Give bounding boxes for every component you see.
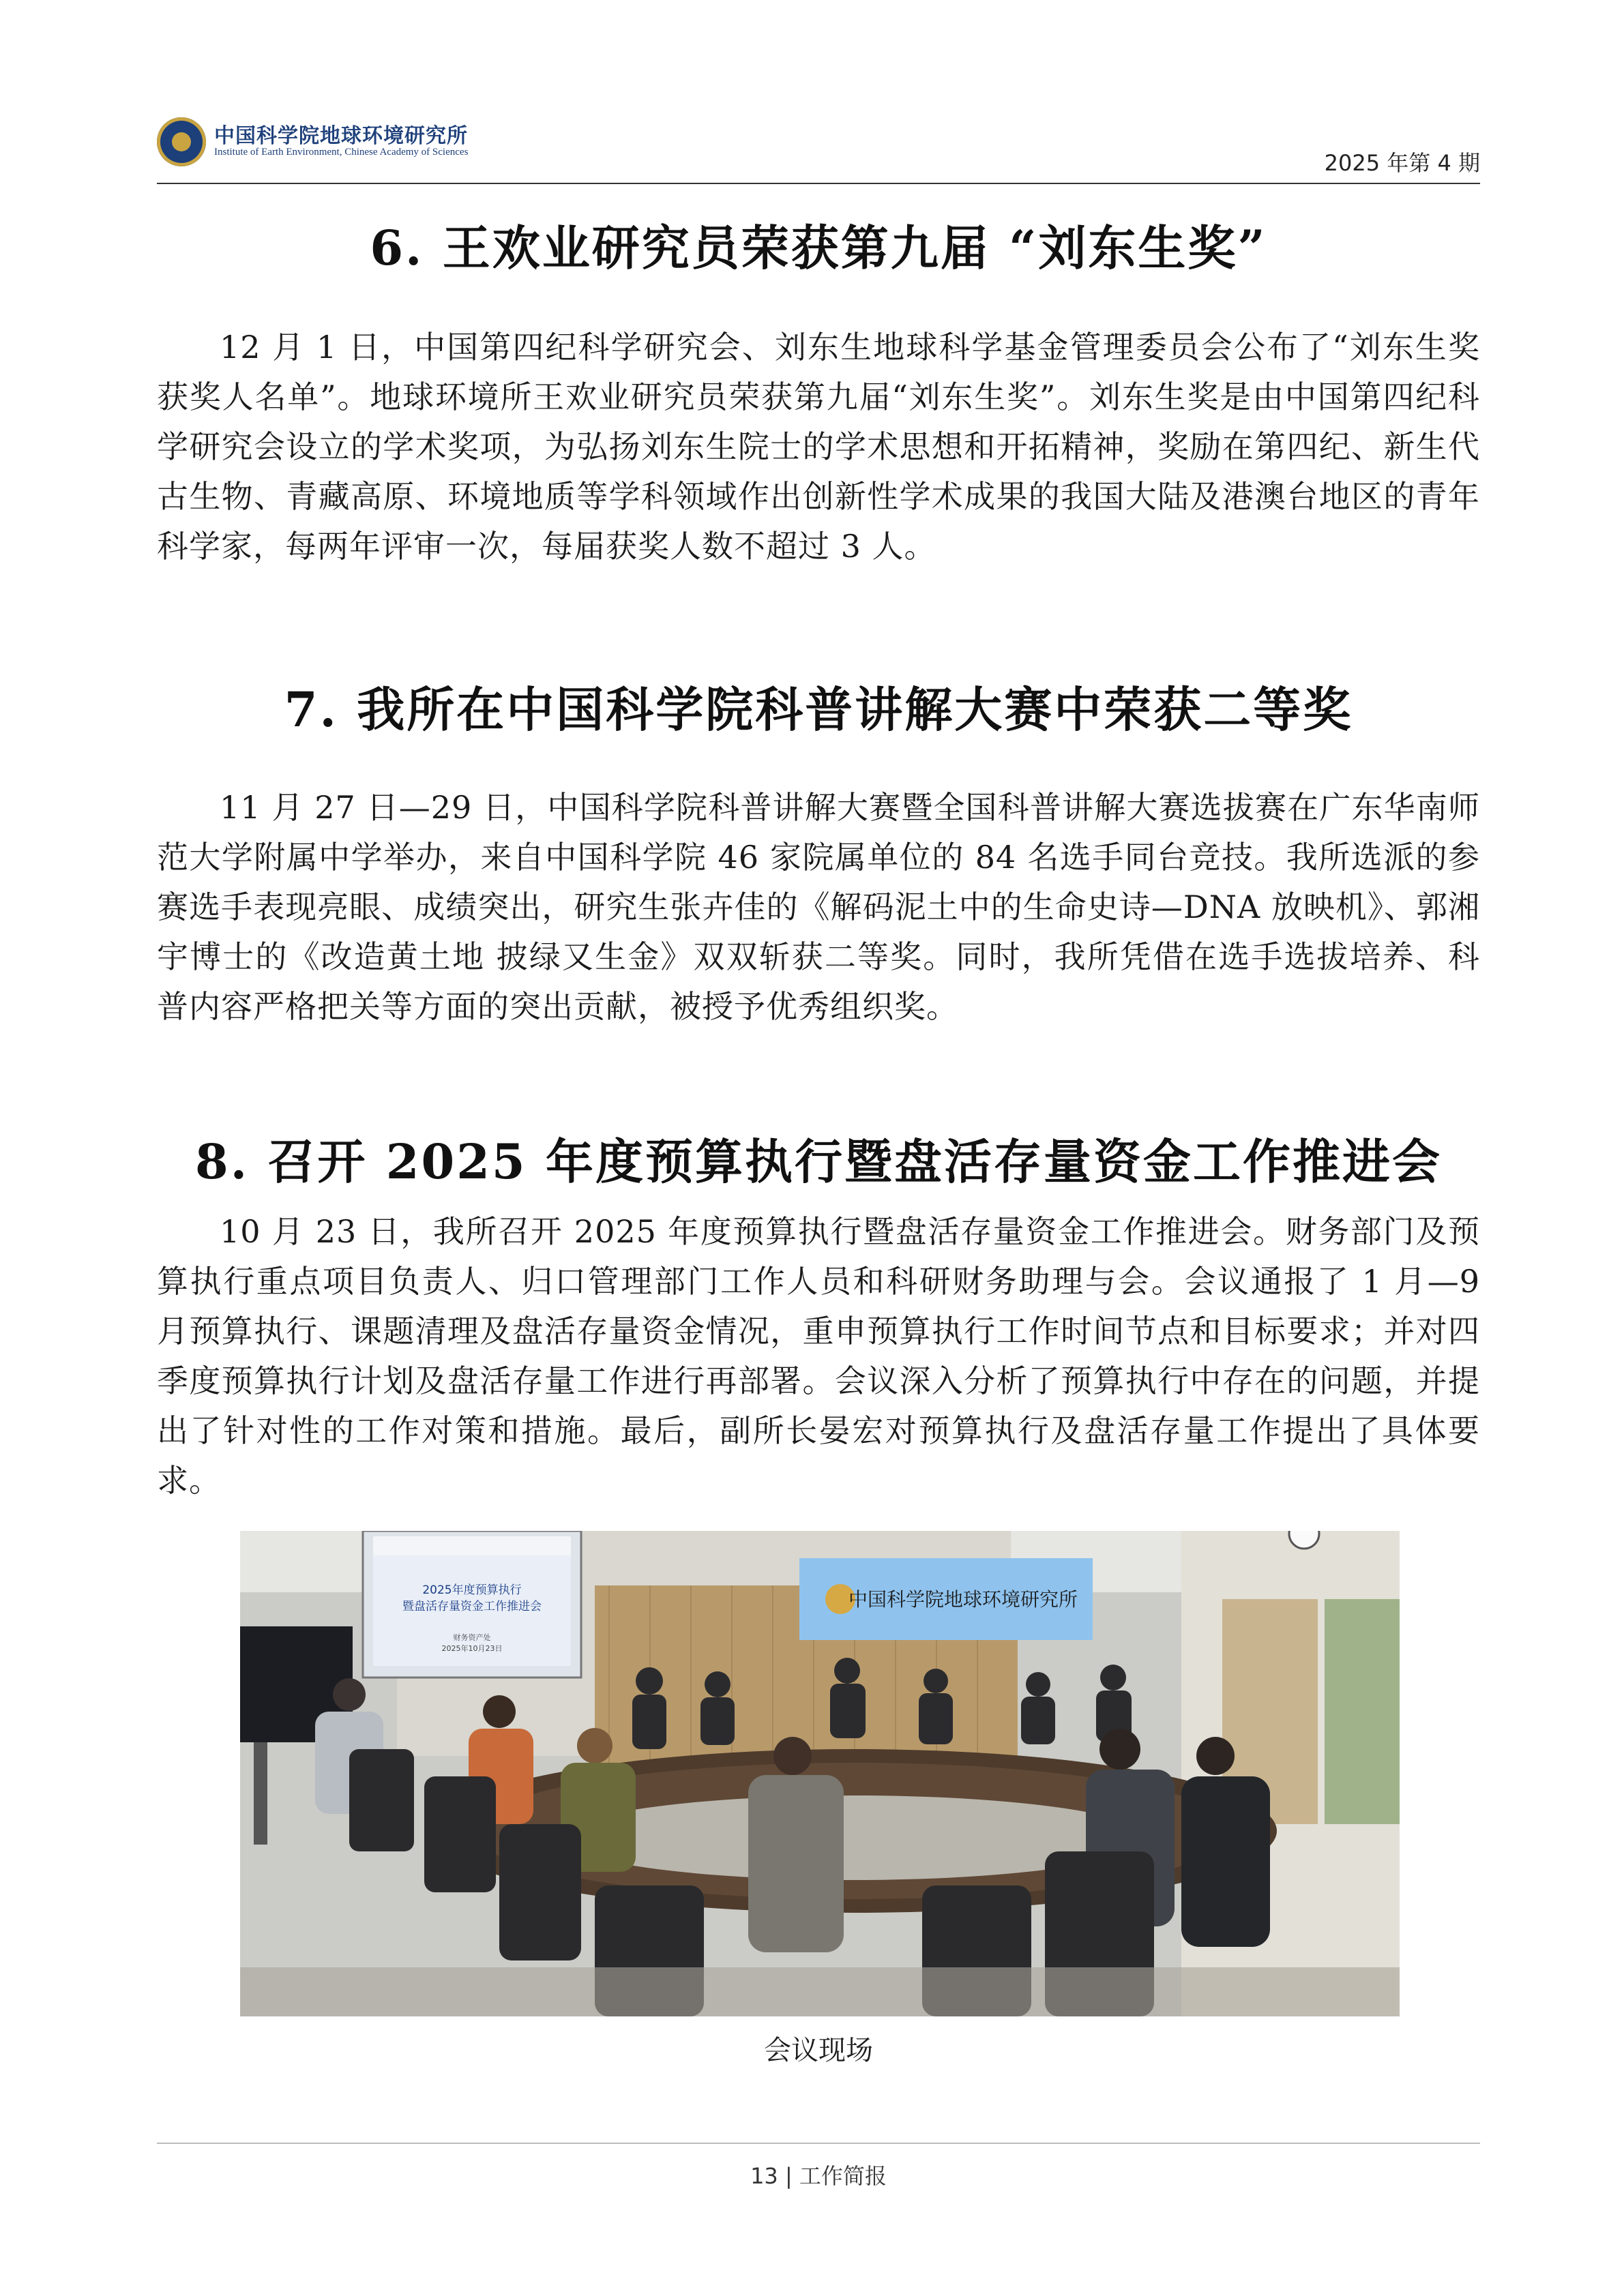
institute-seal-icon	[157, 117, 206, 166]
issue-number: 2025 年第 4 期	[1324, 150, 1480, 176]
meeting-photo	[240, 1531, 1400, 2016]
section-6-body: 12 月 1 日，中国第四纪科学研究会、刘东生地球科学基金管理委员会公布了“刘东生奖获奖人名单”。地球环境所王欢业研究员荣获第九届“刘东生奖”。刘东生奖是由中国第四纪科学研究会设立的学术奖项，为弘扬刘东生院士的学术思想和开拓精神，奖励在第四纪、新生代古生物、青藏高原、环境地质等学科领域作出创新性学术成果的我国大陆及港澳台地区的青年科学家，每两年评审一次，每届获奖人数不超过 3 人。	[157, 329, 1480, 565]
section-7-body: 11 月 27 日—29 日，中国科学院科普讲解大赛暨全国科普讲解大赛选拔赛在广东华南师范大学附属中学举办，来自中国科学院 46 家院属单位的 84 名选手同台竞技。我所选派的参赛选手表现亮眼、成绩突出，研究生张卉佳的《解码泥土中的生命史诗—DNA 放映机》、郭湘宇博士的《改造黄土地 披绿又生金》双双斩获二等奖。同时，我所凭借在选手选拔培养、科普内容严格把关等方面的突出贡献，被授予优秀组织奖。	[157, 789, 1480, 1025]
page-footer: 13 | 工作简报	[157, 2143, 1480, 2190]
screen-date: 2025年10月23日	[441, 1644, 503, 1653]
section-8-body: 10 月 23 日，我所召开 2025 年度预算执行暨盘活存量资金工作推进会。财务部门及预算执行重点项目负责人、归口管理部门工作人员和科研财务助理与会。会议通报了 1 月—9 月预算执行、课题清理及盘活存量资金情况，重申预算执行工作时间节点和目标要求；并对四季度预算执行计划及盘活存量工作进行再部署。会议深入分析了预算执行中存在的问题，并提出了针对性的工作对策和措施。最后，副所长晏宏对预算执行及盘活存量工作提出了具体要求。	[157, 1213, 1480, 1499]
wall-sign-text: 中国科学院地球环境研究所	[848, 1588, 1078, 1611]
screen-title-line2: 暨盘活存量资金工作推进会	[402, 1600, 542, 1613]
photo-caption: 会议现场	[764, 2035, 873, 2066]
section-6-title: 6. 王欢业研究员荣获第九届 “刘东生奖”	[370, 220, 1267, 276]
logo-chinese-name: 中国科学院地球环境研究所	[214, 124, 468, 149]
section-7-title: 7. 我所在中国科学院科普讲解大赛中荣获二等奖	[284, 681, 1353, 738]
institute-logo	[157, 115, 468, 169]
logo-english-name: Institute of Earth Environment, Chinese Academy of Sciences	[214, 146, 469, 158]
screen-department: 财务资产处	[453, 1633, 491, 1642]
page-header	[157, 102, 1480, 184]
section-8-title: 8. 召开 2025 年度预算执行暨盘活存量资金工作推进会	[194, 1133, 1442, 1190]
screen-title-line1: 2025年度预算执行	[422, 1583, 522, 1597]
